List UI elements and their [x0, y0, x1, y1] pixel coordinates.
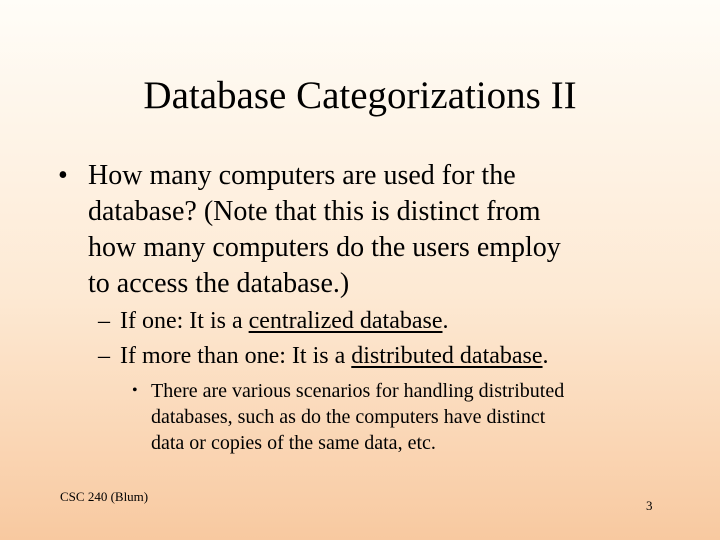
slide-title: Database Categorizations II [143, 74, 577, 117]
term-centralized-database: centralized database [248, 308, 443, 334]
dash-icon: – [98, 343, 110, 369]
sub-sub-bullet-text [151, 378, 672, 456]
main-bullet [58, 158, 688, 302]
main-bullet-line: how many computers do the users employ [88, 232, 561, 263]
sub-bullet-prefix: If more than one: It is a [120, 343, 352, 369]
main-bullet-text [88, 158, 688, 302]
footer-course: CSC 240 (Blum) [60, 489, 149, 504]
sub-sub-bullet-line: databases, such as do the computers have distinct [151, 406, 546, 428]
main-bullet-line: database? (Note that this is distinct from [88, 196, 541, 227]
sub-bullet-prefix: If one: It is a [120, 308, 249, 334]
sub-bullet-suffix: . [442, 308, 449, 334]
dash-icon: – [98, 308, 110, 334]
sub-bullet-suffix: . [542, 343, 549, 369]
main-bullet-line: How many computers are used for the [88, 160, 516, 191]
term-distributed-database: distributed database [351, 343, 543, 369]
main-bullet-line: to access the database.) [88, 268, 350, 299]
bullet-icon: • [132, 382, 138, 399]
sub-sub-bullet-line: There are various scenarios for handling distributed [151, 380, 565, 402]
sub-sub-bullet-line: data or copies of the same data, etc. [151, 432, 436, 454]
sub-bullet-centralized [98, 305, 698, 337]
sub-sub-bullet [132, 378, 672, 456]
page-number: 3 [646, 498, 653, 513]
sub-bullet-distributed [98, 340, 698, 372]
bullet-icon: • [58, 160, 68, 191]
